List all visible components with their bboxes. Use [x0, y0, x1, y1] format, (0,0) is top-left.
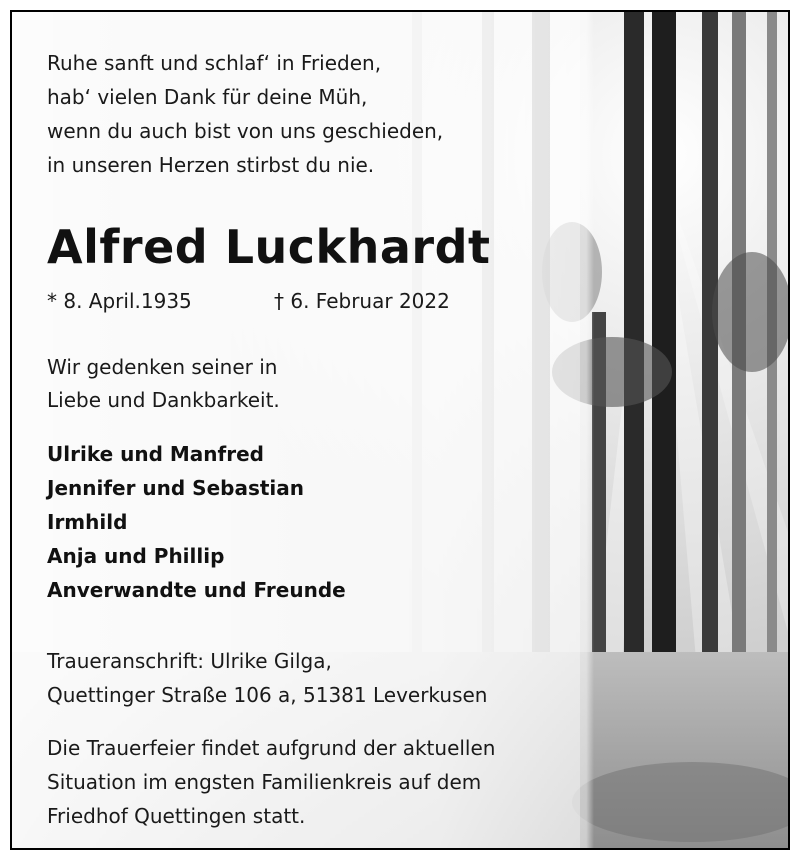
remembrance-line: Liebe und Dankbarkeit. [47, 388, 280, 412]
remembrance-text [47, 351, 280, 417]
notice-text [12, 12, 788, 848]
mourner-entry: Jennifer und Sebastian [47, 476, 305, 500]
mourner-entry: Anja und Phillip [47, 544, 225, 568]
death-date: † 6. Februar 2022 [274, 289, 450, 313]
poem-line: wenn du auch bist von uns geschieden, [47, 119, 444, 143]
mourner-entry: Irmhild [47, 510, 128, 534]
birth-date: * 8. April.1935 [47, 289, 192, 313]
deceased-name: Alfred Luckhardt [47, 220, 491, 274]
notice-line: Die Trauerfeier findet aufgrund der aktuellen [47, 736, 496, 760]
service-notice [47, 731, 495, 833]
mourning-address [47, 644, 487, 712]
remembrance-line: Wir gedenken seiner in [47, 355, 278, 379]
poem-line: hab‘ vielen Dank für deine Müh, [47, 85, 368, 109]
address-line: Quettinger Straße 106 a, 51381 Leverkusen [47, 683, 488, 707]
mourners-list [47, 437, 346, 607]
poem-line: in unseren Herzen stirbst du nie. [47, 153, 375, 177]
poem-line: Ruhe sanft und schlaf‘ in Frieden, [47, 51, 382, 75]
notice-line: Friedhof Quettingen statt. [47, 804, 306, 828]
memorial-poem [47, 46, 443, 182]
address-line: Traueranschrift: Ulrike Gilga, [47, 649, 332, 673]
mourner-entry: Anverwandte und Freunde [47, 578, 346, 602]
notice-line: Situation im engsten Familienkreis auf dem [47, 770, 482, 794]
obituary-notice [10, 10, 790, 850]
mourner-entry: Ulrike und Manfred [47, 442, 264, 466]
